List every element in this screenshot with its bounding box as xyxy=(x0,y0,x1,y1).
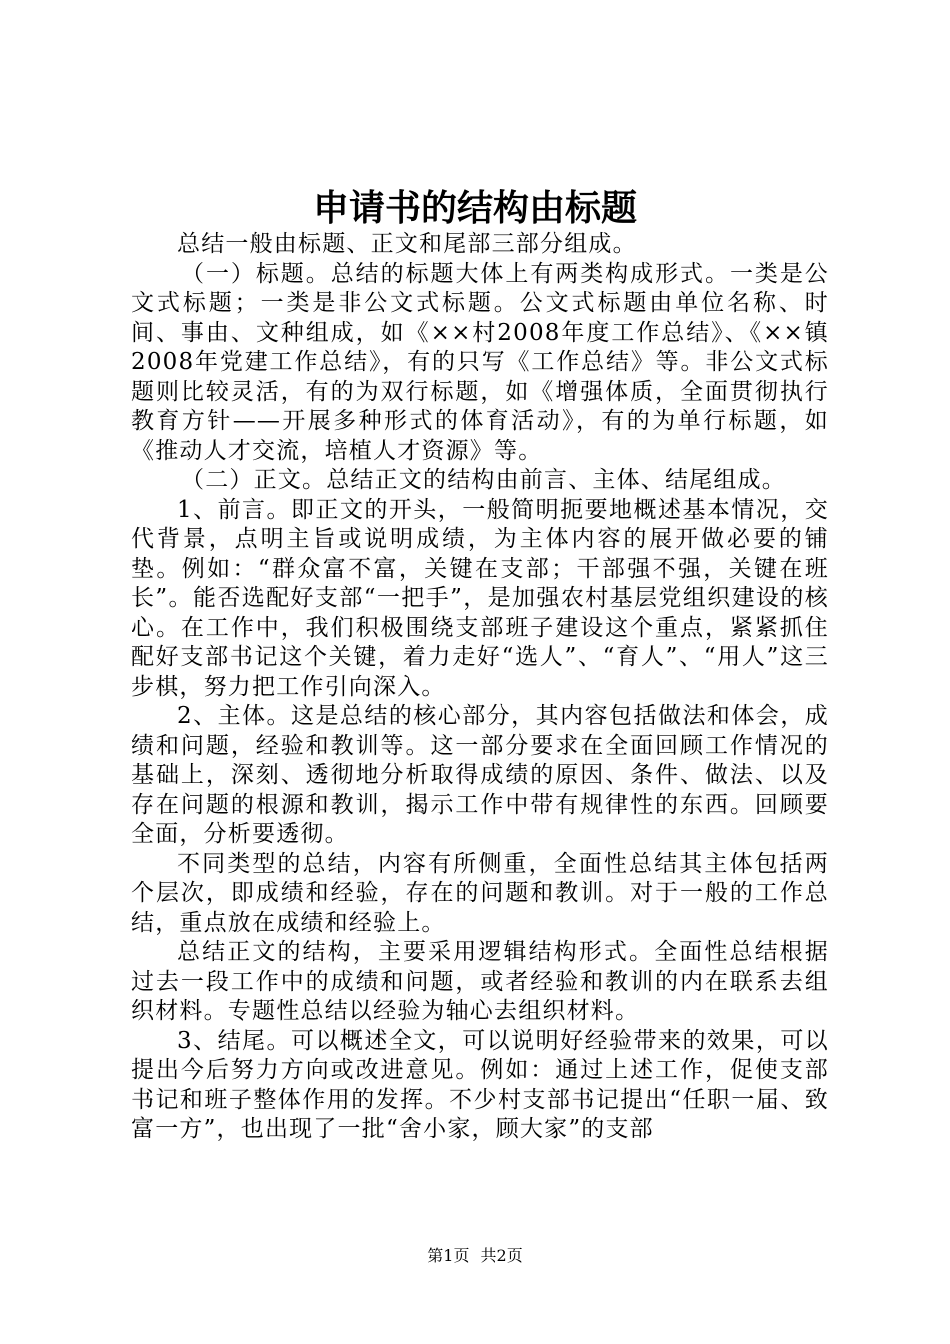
paragraph-ending: 3、结尾。可以概述全文，可以说明好经验带来的效果，可以提出今后努力方向或改进意见。例如：通过上述工作，促使支部书记和班子整体作用的发挥。不少村支部书记提出“任职一届、致富一方”，也出现了一批“舍小家，顾大家”的支部 xyxy=(131,1027,829,1142)
page-total: 共2页 xyxy=(480,1246,523,1265)
page-footer xyxy=(0,1244,950,1268)
paragraph-summary-types: 不同类型的总结，内容有所侧重，全面性总结其主体包括两个层次，即成绩和经验，存在的问题和教训。对于一般的工作总结，重点放在成绩和经验上。 xyxy=(131,850,829,936)
paragraph-preface: 1、前言。即正文的开头，一般简明扼要地概述基本情况，交代背景，点明主旨或说明成绩，为主体内容的展开做必要的铺垫。例如：“群众富不富，关键在支部；干部强不强，关键在班长”。能否选配好支部“一把手”，是加强农村基层党组织建设的核心。在工作中，我们积极围绕支部班子建设这个重点，紧紧抓住配好支部书记这个关键，着力走好“选人”、“育人”、“用人”这三步棋，努力把工作引向深入。 xyxy=(131,496,829,700)
paragraph-intro: 总结一般由标题、正文和尾部三部分组成。 xyxy=(177,231,637,257)
paragraph-title-section: （一）标题。总结的标题大体上有两类构成形式。一类是公文式标题；一类是非公文式标题。公文式标题由单位名称、时间、事由、文种组成，如《××村2008年度工作总结》、《××镇2008年党建工作总结》，有的只写《工作总结》等。非公文式标题则比较灵活，有的为双行标题，如《增强体质，全面贯彻执行教育方针——开展多种形式的体育活动》，有的为单行标题，如《推动人才交流，培植人才资源》等。 xyxy=(131,260,829,464)
document-body xyxy=(131,230,829,1145)
paragraph-structure: 总结正文的结构，主要采用逻辑结构形式。全面性总结根据过去一段工作中的成绩和问题，或者经验和教训的内在联系去组织材料。专题性总结以经验为轴心去组织材料。 xyxy=(131,939,829,1024)
paragraph-main-body: 2、主体。这是总结的核心部分，其内容包括做法和体会，成绩和问题，经验和教训等。这一部分要求在全面回顾工作情况的基础上，深刻、透彻地分析取得成绩的原因、条件、做法、以及存在问题的根源和教训，揭示工作中带有规律性的东西。回顾要全面，分析要透彻。 xyxy=(131,703,829,847)
paragraph-body-section: （二）正文。总结正文的结构由前言、主体、结尾组成。 xyxy=(181,467,786,493)
document-title: 申请书的结构由标题 xyxy=(312,187,637,229)
page-number: 第1页 xyxy=(427,1246,470,1265)
